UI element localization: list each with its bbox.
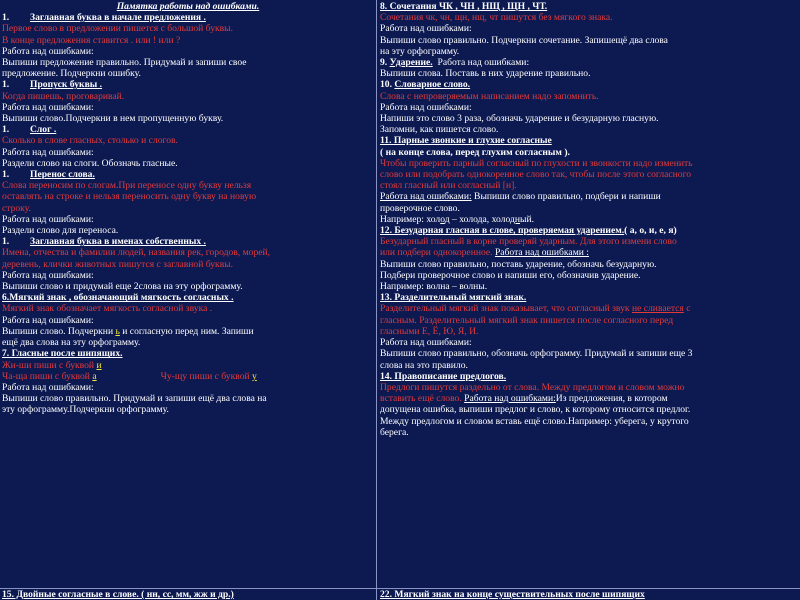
section-heading: 1. Пропуск буквы . [2,79,103,91]
rule-text: гласным. Разделительный мягкий знак пишется после согласного перед [380,314,674,326]
bottom-left-heading: 15. Двойные согласные в слове. ( нн, сс, мм, жж и др.) [0,588,377,600]
section-heading: 7. Гласные после шипящих. [2,348,123,360]
rule-text: строку. [2,202,31,214]
task-text: Раздели слово на слоги. Обозначь гласные. [2,157,178,169]
task-text: Выпиши слово.Подчеркни в нем пропущенную букву. [2,113,224,125]
rule-text: В конце предложения ставится . или ! или ? [2,34,181,46]
task-text: вставить ещё слово. Работа над ошибками:Из предложения, в котором [380,393,668,405]
task-text: Выпиши слово правильно, поставь ударение, обозначь безударную. [380,258,657,270]
rule-text: гласными Е, Ё, Ю, Я, И. [380,325,479,337]
left-column [0,0,377,588]
section-heading: 11. Парные звонкие и глухие согласные [380,135,552,147]
work-label: Работа над ошибками: [2,45,94,57]
task-text: эту орфограмму.Подчеркни орфограмму. [2,404,169,416]
rule-text: Жи-ши пиши с буквой и [2,359,102,371]
task-text: слова на это правило. [380,359,468,371]
task-text: Между предлогом и словом вставь ещё слово.Например: уберега, у крутого [380,415,689,427]
rule-text: Мягкий знак обозначает мягкость согласной звука . [2,303,213,315]
example-text: Например: холод – холода, холодный. [380,213,534,225]
task-text: Например: волна – волны. [380,281,488,293]
rule-text: Разделительный мягкий знак показывает, что согласный звук не сливается с [380,303,691,315]
task-text: предложение. Подчеркни ошибку. [2,68,141,80]
task-text: Выпиши предложение правильно. Придумай и запиши свое [2,57,247,69]
task-text: Выпиши слово правильно. Подчеркни сочетание. Запишещё два слова [380,34,668,46]
right-column [377,0,800,588]
task-text: Выпиши слово и придумай еще 2слова на эту орфограмму. [2,281,243,293]
work-label: Работа над ошибками: [2,314,94,326]
section-heading: 10. Словарное слово. [380,79,471,91]
task-text: Напиши это слово 3 раза, обозначь ударение и безударную гласную. [380,113,659,125]
rule-text: Имена, отчества и фамилии людей, названия рек, городов, морей, [2,247,271,259]
section-heading: 6.Мягкий знак , обозначающий мягкость согласных . [2,292,234,304]
section-heading: 1. Заглавная буква в именах собственных . [2,236,206,248]
section-heading: 13. Разделительный мягкий знак. [380,292,527,304]
task-text: Запомни, как пишется слово. [380,124,499,136]
section-heading: 8. Сочетания ЧК , ЧН , НЩ , ЩН , ЧТ. [380,1,548,12]
work-label: Работа над ошибками: [2,101,94,113]
section-subheading: ( на конце слова, перед глухим согласным ). [380,146,570,158]
task-text: Работа над ошибками: Выпиши слово правильно, подбери и напиши [380,191,661,203]
rule-text: Ча-ща пиши с буквой а Чу-щу пиши с буквой у [2,370,257,382]
task-text: Выпиши слова. Поставь в них ударение правильно. [380,68,591,80]
section-heading: 14. Правописание предлогов. [380,370,507,382]
rule-text: деревень, клички животных пишутся с заглавной буквы. [2,258,234,270]
section-heading: 9. Ударение. Работа над ошибками: [380,57,530,69]
rule-text: Предлоги пишутся раздельно от слова. Между предлогом и словом можно [380,381,685,393]
rule-text: Первое слово в предложении пишется с большой буквы. [2,23,234,35]
work-label: Работа над ошибками: [380,23,472,35]
vowel-mark: а [92,370,97,382]
vowel-mark: и [96,359,102,371]
work-label: Работа над ошибками: [380,101,472,113]
task-text: берега. [380,426,409,438]
rule-text: Сколько в слове гласных, столько и слогов. [2,135,178,147]
rule-text: Слова с непроверяемым написанием надо запомнить. [380,90,599,102]
vowel-mark: у [252,370,257,382]
rule-text: Чтобы проверить парный согласный по глухости и звонкости надо изменить [380,157,693,169]
rule-text: оставлять на строке и нельзя переносить одну букву на новую [2,191,257,203]
task-text: на эту орфограмму. [380,45,460,57]
task-text: Раздели слово для переноса. [2,225,119,237]
rule-text: слово или подобрать однокоренное слово так, чтобы после этого согласного [380,169,692,181]
work-label: Работа над ошибками: [380,337,472,349]
section-heading: 1. Заглавная буква в начале предложения . [2,12,206,24]
task-text: Выпиши слово. Подчеркни ь и согласную перед ним. Запиши [2,325,254,337]
memo-title: Памятка работы над ошибками. [116,1,260,12]
work-label: Работа над ошибками: [2,269,94,281]
rule-text: Безударный гласный в корне проверяй ударным. Для этого измени слово [380,236,677,248]
rule-text: стоял гласный или согласный [н]. [380,180,517,192]
work-label: Работа над ошибками: [2,381,94,393]
task-text: ещё два слова на эту орфограмму. [2,337,141,349]
task-text: Выпиши слово правильно. Придумай и запиши ещё два слова на [2,393,267,405]
rule-text: Слова переносим по слогам.При переносе одну букву нельзя [2,180,252,192]
section-heading: 1. Перенос слова. [2,169,95,181]
task-text: проверочное слово. [380,202,460,214]
section-heading: 12. Безударная гласная в слове, проверяемая ударением.( а, о, и, е, я) [380,225,677,237]
rule-text: Сочетания чк, чн, щн, нщ, чт пишутся без мягкого знака. [380,12,613,24]
task-text: Подбери проверочное слово и напиши его, обозначив ударение. [380,269,641,281]
rule-text: Когда пишешь, проговаривай. [2,90,125,102]
task-text: Выпиши слово правильно, обозначь орфограмму. Придумай и запиши еще 3 [380,348,693,360]
soft-sign-mark: ь [115,325,120,337]
rule-text: или подбери однокоренное. Работа над ошибками : [380,247,589,259]
section-heading: 1. Слог . [2,124,57,136]
bottom-right-heading: 22. Мягкий знак на конце существительных после шипящих [377,588,800,600]
task-text: допущена ошибка, выпиши предлог и слово, к которому относится предлог. [380,404,691,416]
work-label: Работа над ошибками: [2,146,94,158]
work-label: Работа над ошибками: [2,213,94,225]
